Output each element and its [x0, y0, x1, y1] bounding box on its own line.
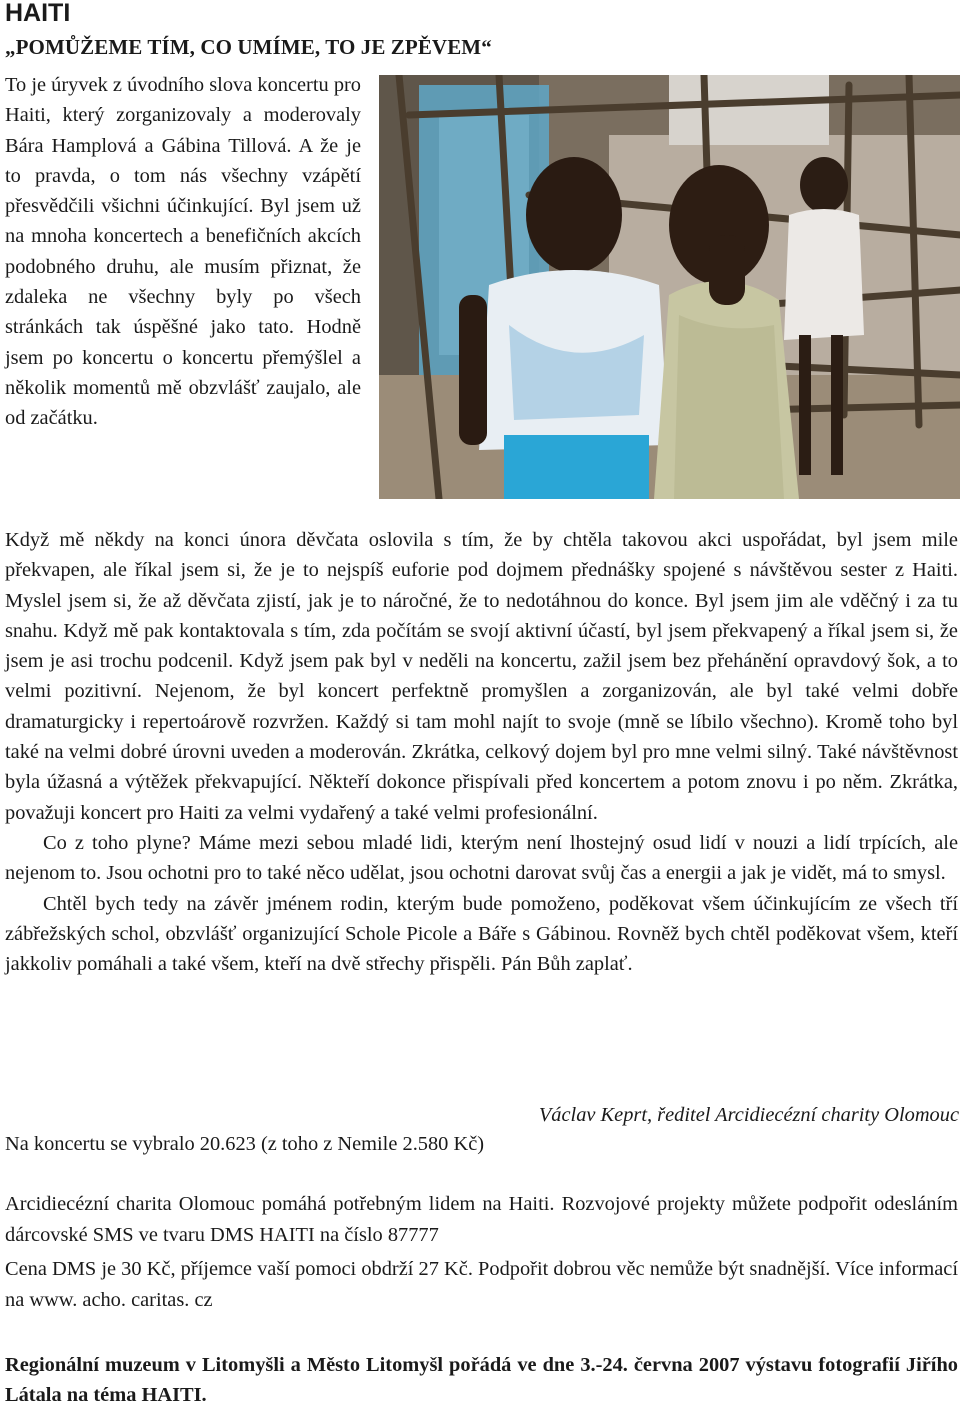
- charity-info: [5, 1189, 958, 1319]
- author-signature: Václav Keprt, ředitel Arcidiecézní charity Olomouc: [538, 1104, 959, 1126]
- children-photo-illustration: [379, 75, 960, 499]
- article-subheading: „POMŮŽEME TÍM, CO UMÍME, TO JE ZPĚVEM“: [5, 35, 492, 59]
- charity-sms-info: Arcidiecézní charita Olomouc pomáhá potřebným lidem na Haiti. Rozvojové projekty můžete podpořit odesláním dárcovské SMS ve tvaru DMS HAITI na číslo 87777: [5, 1193, 958, 1246]
- children-photo: [379, 75, 960, 499]
- collection-amount: Na koncertu se vybralo 20.623 (z toho z Nemile 2.580 Kč): [5, 1133, 485, 1155]
- body-paragraph-2: Co z toho plyne? Máme mezi sebou mladé lidi, kterým není lhostejný osud lidí v nouzi a lidí trpících, ale nejenom to. Jsou ochotni pro to také něco udělat, jsou ochotni darovat svůj čas a energii a jak je vidět, má to smysl.: [5, 831, 958, 885]
- body-paragraph-1: Když mě někdy na konci února děvčata oslovila s tím, že by chtěla takovou akci uspořádat, byl jsem mile překvapen, ale říkal jsem si, že je to nejspíš euforie pod dojmem přednášky spojené s návštěvou sester z Haiti. Myslel jsem si, že až děvčata zjistí, jak je to náročné, že to nedotáhnou do konce. Byl jsem jim ale vděčný i za tu snahu. Když mě pak kontaktovala s tím, zda počítám se svojí aktivní účastí, byl jsem překvapený a říkal jsem si, že jsem je asi trochu podcenil. Když jsem pak byl v neděli na koncertu, zažil jsem bez přehánění opravdový šok, a to velmi pozitivní. Nejenom, že byl koncert perfektně promyšlen a zorganizován, ale byl také velmi dobře dramaturgicky i repertoárově rozvržen. Každý si tam mohl najít to svoje (mně se líbilo všechno). Kromě toho byl také na velmi dobré úrovni uveden a moderován. Zkrátka, celkový dojem byl pro mne velmi silný. Také návštěvnost byla úžasná a výtěžek překvapující. Někteří dokonce přispívali před koncertem a potom znovu i po něm. Zkrátka, považuji koncert pro Haiti za velmi vydařený a také velmi profesionální.: [5, 529, 958, 824]
- article-heading: HAITI: [5, 0, 71, 27]
- exhibition-notice: Regionální muzeum v Litomyšli a Město Litomyšl pořádá ve dne 3.-24. června 2007 výstavu fotografií Jiřího Látala na téma HAITI.: [5, 1354, 958, 1406]
- article-body: [5, 525, 958, 979]
- charity-price-info: Cena DMS je 30 Kč, příjemce vaší pomoci obdrží 27 Kč. Podpořit dobrou věc nemůže být snadnější. Více informací na www. acho. caritas. cz: [5, 1258, 958, 1311]
- intro-paragraph: To je úryvek z úvodního slova koncertu pro Haiti, který zorganizovaly a moderovaly Bára Hamplová a Gábina Tillová. A že je to pravda, o tom nás všechny vzápětí přesvědčili všichni účinkující. Byl jsem už na mnoha koncertech a benefičních akcích podobného druhu, ale musím přiznat, že zdaleka ne všechny byly po všech stránkách tak úspěšné jako tato. Hodně jsem po koncertu o koncertu přemýšlel a několik momentů mě obzvlášť zaujalo, ale od začátku.: [5, 74, 361, 430]
- body-paragraph-3: Chtěl bych tedy na závěr jménem rodin, kterým bude pomoženo, poděkovat všem účinkujícím ze všech tří zábřežských schol, obzvlášť organizující Schole Picole a Báře s Gábinou. Rovněž bych chtěl poděkovat všem, kteří jakkoliv pomáhali a také všem, kteří na dvě střechy přispěli. Pán Bůh zaplať.: [5, 892, 958, 976]
